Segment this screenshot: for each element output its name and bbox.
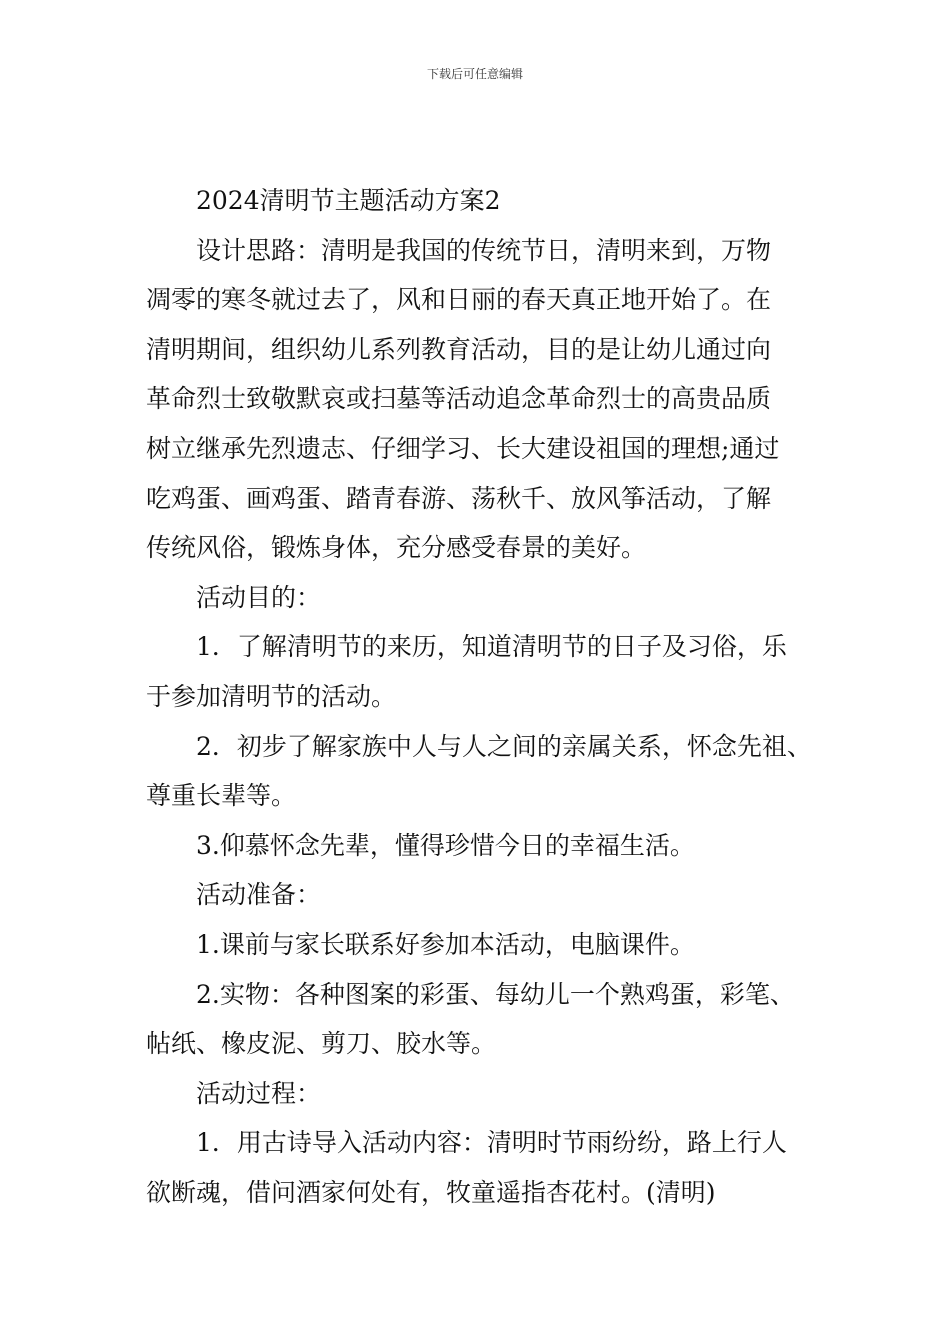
paragraph-line: 吃鸡蛋、画鸡蛋、踏青春游、荡秋千、放风筝活动，了解 xyxy=(146,483,772,513)
document-body xyxy=(146,176,811,1217)
page-header-note: 下载后可任意编辑 xyxy=(426,67,523,81)
paragraph-line: 于参加清明节的活动。 xyxy=(146,681,397,711)
paragraph-line: 清明期间，组织幼儿系列教育活动，目的是让幼儿通过向 xyxy=(146,334,772,364)
goal-item-3: 3.仰慕怀念先辈，懂得珍惜今日的幸福生活。 xyxy=(196,830,695,860)
section-heading-goals: 活动目的： xyxy=(196,582,322,612)
process-item-1: 1．用古诗导入活动内容：清明时节雨纷纷，路上行人 xyxy=(196,1128,787,1158)
paragraph-line: 树立继承先烈遗志、仔细学习、长大建设祖国的理想;通过 xyxy=(146,433,780,463)
document-title: 2024清明节主题活动方案2 xyxy=(196,186,501,215)
paragraph-design-idea: 设计思路：清明是我国的传统节日，清明来到，万物 xyxy=(196,235,772,265)
paragraph-line: 传统风俗，锻炼身体，充分感受春景的美好。 xyxy=(146,533,647,563)
preparation-item-2: 2.实物：各种图案的彩蛋、每幼儿一个熟鸡蛋，彩笔、 xyxy=(196,979,795,1009)
paragraph-line: 欲断魂，借问酒家何处有，牧童遥指杏花村。(清明) xyxy=(146,1177,716,1207)
paragraph-line: 革命烈士致敬默哀或扫墓等活动追念革命烈士的高贵品质 xyxy=(146,384,772,414)
goal-item-2: 2．初步了解家族中人与人之间的亲属关系，怀念先祖、 xyxy=(196,731,812,761)
paragraph-line: 帖纸、橡皮泥、剪刀、胶水等。 xyxy=(146,1029,497,1059)
paragraph-line: 尊重长辈等。 xyxy=(146,781,297,811)
section-heading-preparation: 活动准备： xyxy=(196,880,322,910)
preparation-item-1: 1.课前与家长联系好参加本活动，电脑课件。 xyxy=(196,929,695,959)
paragraph-line: 凋零的寒冬就过去了，风和日丽的春天真正地开始了。在 xyxy=(146,285,772,315)
section-heading-process: 活动过程： xyxy=(196,1078,322,1108)
goal-item-1: 1．了解清明节的来历，知道清明节的日子及习俗，乐 xyxy=(196,632,787,662)
